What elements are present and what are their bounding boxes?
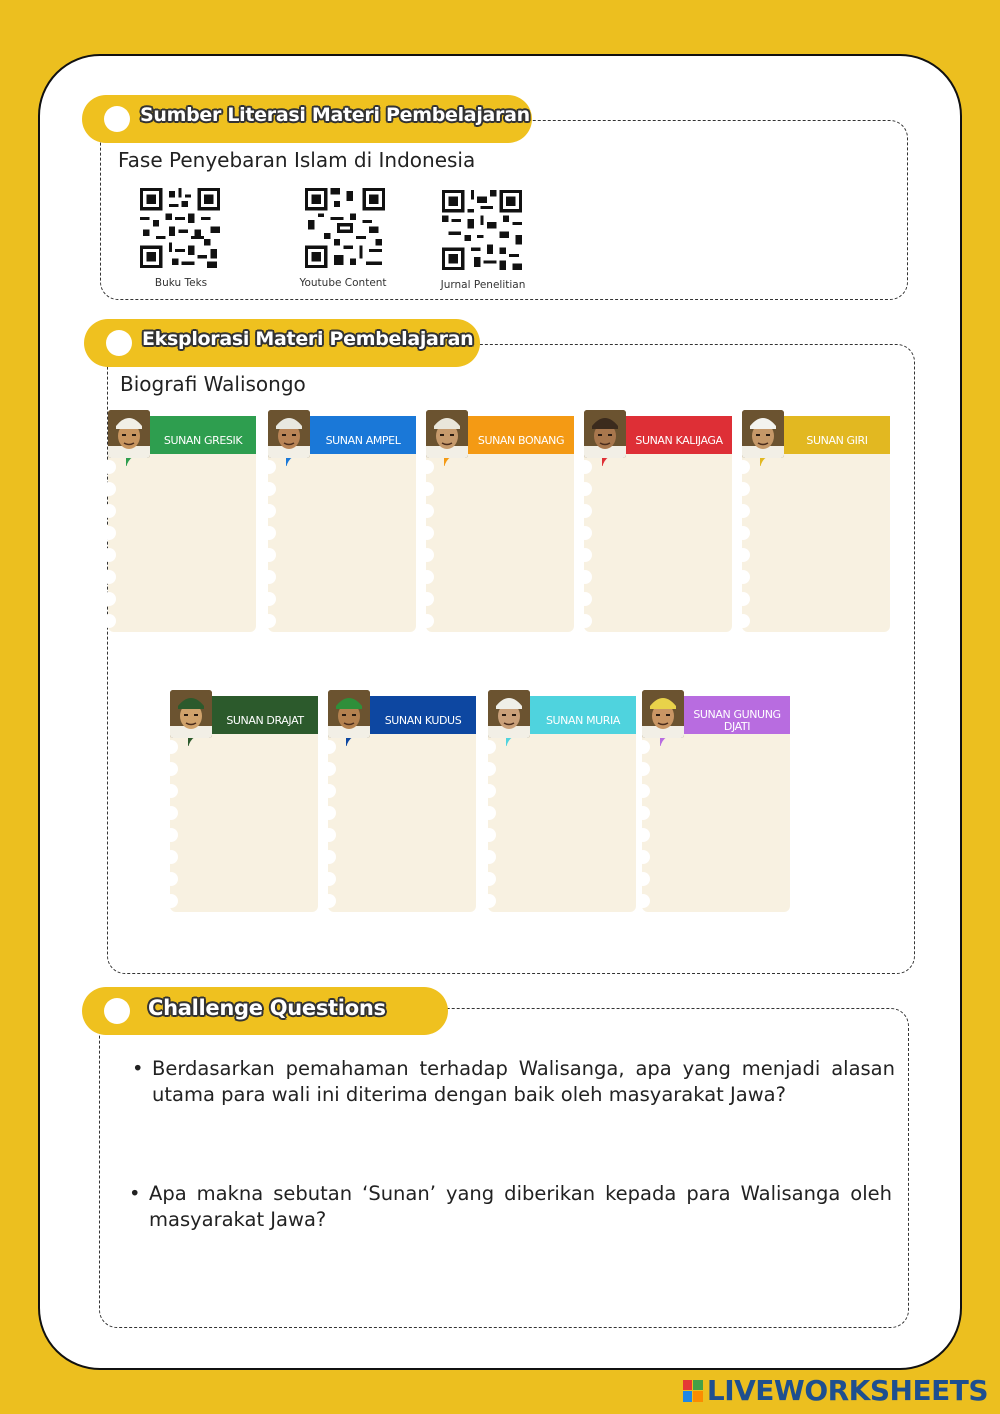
portrait-icon (584, 410, 626, 458)
binder-hole-icon (322, 740, 336, 754)
card-name: SUNAN MURIA (545, 714, 621, 727)
qr-label: Youtube Content (299, 277, 387, 289)
question-text: Apa makna sebutan ‘Sunan’ yang diberikan kepada para Walisanga oleh masyarakat Jawa? (149, 1182, 892, 1231)
binder-hole-icon (482, 828, 496, 842)
binder-hole-icon (102, 570, 116, 584)
binder-hole-icon (482, 894, 496, 908)
bullet-circle-icon (104, 998, 130, 1024)
binder-hole-icon (736, 526, 750, 540)
binder-hole-icon (262, 570, 276, 584)
binder-hole-icon (102, 614, 116, 628)
qr-code-icon[interactable] (140, 188, 220, 268)
section-title: Eksplorasi Materi Pembelajaran (142, 328, 474, 350)
binder-hole-icon (578, 504, 592, 518)
binder-hole-icon (262, 504, 276, 518)
binder-hole-icon (578, 570, 592, 584)
binder-hole-icon (164, 828, 178, 842)
binder-hole-icon (578, 614, 592, 628)
binder-hole-icon (736, 482, 750, 496)
binder-hole-icon (102, 592, 116, 606)
binder-hole-icon (102, 548, 116, 562)
card-name: SUNAN GUNUNG DJATI (693, 708, 781, 733)
card-name: SUNAN KALIJAGA (635, 434, 723, 447)
binder-hole-icon (736, 548, 750, 562)
binder-hole-icon (262, 592, 276, 606)
binder-hole-icon (420, 504, 434, 518)
card-writing-area[interactable] (170, 730, 318, 912)
binder-hole-icon (420, 482, 434, 496)
binder-hole-icon (482, 850, 496, 864)
binder-hole-icon (420, 592, 434, 606)
binder-hole-icon (164, 850, 178, 864)
walisongo-card (584, 410, 732, 632)
card-writing-area[interactable] (642, 730, 790, 912)
qr-label: Jurnal Penelitian (440, 279, 526, 291)
liveworksheets-logo-icon (683, 1380, 703, 1402)
walisongo-card (328, 690, 476, 912)
binder-hole-icon (578, 592, 592, 606)
qr-code-icon[interactable] (305, 188, 385, 268)
binder-hole-icon (636, 806, 650, 820)
walisongo-card (108, 410, 256, 632)
literasi-subtitle: Fase Penyebaran Islam di Indonesia (118, 148, 476, 172)
binder-hole-icon (736, 614, 750, 628)
literasi-header (82, 95, 532, 143)
portrait-icon (426, 410, 468, 458)
binder-hole-icon (102, 460, 116, 474)
qr-code-icon[interactable] (442, 190, 522, 270)
binder-hole-icon (262, 526, 276, 540)
card-name: SUNAN DRAJAT (226, 714, 304, 727)
binder-hole-icon (164, 784, 178, 798)
binder-hole-icon (164, 806, 178, 820)
binder-hole-icon (322, 762, 336, 776)
binder-hole-icon (262, 548, 276, 562)
portrait-icon (108, 410, 150, 458)
section-title: Challenge Questions (148, 996, 386, 1020)
binder-hole-icon (578, 548, 592, 562)
card-name: SUNAN GRESIK (163, 434, 243, 447)
card-name: SUNAN BONANG (477, 434, 565, 447)
binder-hole-icon (482, 872, 496, 886)
binder-hole-icon (322, 850, 336, 864)
binder-hole-icon (420, 570, 434, 584)
eksplorasi-subtitle: Biografi Walisongo (120, 372, 306, 396)
binder-hole-icon (262, 482, 276, 496)
binder-hole-icon (578, 526, 592, 540)
binder-hole-icon (636, 872, 650, 886)
card-name: SUNAN KUDUS (384, 714, 462, 727)
bullet-icon: • (129, 1182, 141, 1205)
question-text: Berdasarkan pemahaman terhadap Walisanga, apa yang menjadi alasan utama para wali ini diterima dengan baik oleh masyarakat Jawa? (152, 1057, 895, 1106)
brand-text: LIVEWORKSHEETS (706, 1374, 988, 1407)
binder-hole-icon (164, 894, 178, 908)
binder-hole-icon (102, 526, 116, 540)
card-writing-area[interactable] (488, 730, 636, 912)
binder-hole-icon (636, 762, 650, 776)
binder-hole-icon (482, 762, 496, 776)
bullet-circle-icon (104, 106, 130, 132)
eksplorasi-header (84, 319, 480, 367)
binder-hole-icon (636, 828, 650, 842)
qr-label: Buku Teks (154, 277, 208, 289)
binder-hole-icon (578, 460, 592, 474)
binder-hole-icon (736, 504, 750, 518)
portrait-icon (488, 690, 530, 738)
binder-hole-icon (636, 740, 650, 754)
challenge-header (82, 987, 448, 1035)
binder-hole-icon (636, 894, 650, 908)
walisongo-card (742, 410, 890, 632)
walisongo-card (488, 690, 636, 912)
card-writing-area[interactable] (108, 450, 256, 632)
binder-hole-icon (322, 784, 336, 798)
binder-hole-icon (636, 850, 650, 864)
binder-hole-icon (164, 740, 178, 754)
binder-hole-icon (262, 614, 276, 628)
card-writing-area[interactable] (328, 730, 476, 912)
binder-hole-icon (322, 872, 336, 886)
question-item (132, 1056, 895, 1108)
card-writing-area[interactable] (584, 450, 732, 632)
binder-hole-icon (482, 740, 496, 754)
card-writing-area[interactable] (426, 450, 574, 632)
binder-hole-icon (736, 592, 750, 606)
binder-hole-icon (322, 828, 336, 842)
walisongo-card (426, 410, 574, 632)
card-writing-area[interactable] (268, 450, 416, 632)
binder-hole-icon (636, 784, 650, 798)
walisongo-card (268, 410, 416, 632)
binder-hole-icon (420, 548, 434, 562)
portrait-icon (642, 690, 684, 738)
binder-hole-icon (262, 460, 276, 474)
portrait-icon (742, 410, 784, 458)
binder-hole-icon (322, 894, 336, 908)
binder-hole-icon (102, 482, 116, 496)
binder-hole-icon (482, 806, 496, 820)
question-item (129, 1181, 892, 1233)
card-name: SUNAN AMPEL (325, 434, 401, 447)
binder-hole-icon (736, 460, 750, 474)
binder-hole-icon (322, 806, 336, 820)
binder-hole-icon (482, 784, 496, 798)
bullet-circle-icon (106, 330, 132, 356)
walisongo-card (642, 690, 790, 912)
binder-hole-icon (164, 762, 178, 776)
card-writing-area[interactable] (742, 450, 890, 632)
binder-hole-icon (420, 614, 434, 628)
walisongo-card (170, 690, 318, 912)
binder-hole-icon (420, 526, 434, 540)
card-name: SUNAN GIRI (806, 434, 868, 447)
section-title: Sumber Literasi Materi Pembelajaran (140, 104, 530, 126)
bullet-icon: • (132, 1057, 144, 1080)
binder-hole-icon (102, 504, 116, 518)
binder-hole-icon (164, 872, 178, 886)
binder-hole-icon (736, 570, 750, 584)
portrait-icon (170, 690, 212, 738)
liveworksheets-logo[interactable] (683, 1374, 988, 1407)
binder-hole-icon (578, 482, 592, 496)
portrait-icon (268, 410, 310, 458)
binder-hole-icon (420, 460, 434, 474)
portrait-icon (328, 690, 370, 738)
